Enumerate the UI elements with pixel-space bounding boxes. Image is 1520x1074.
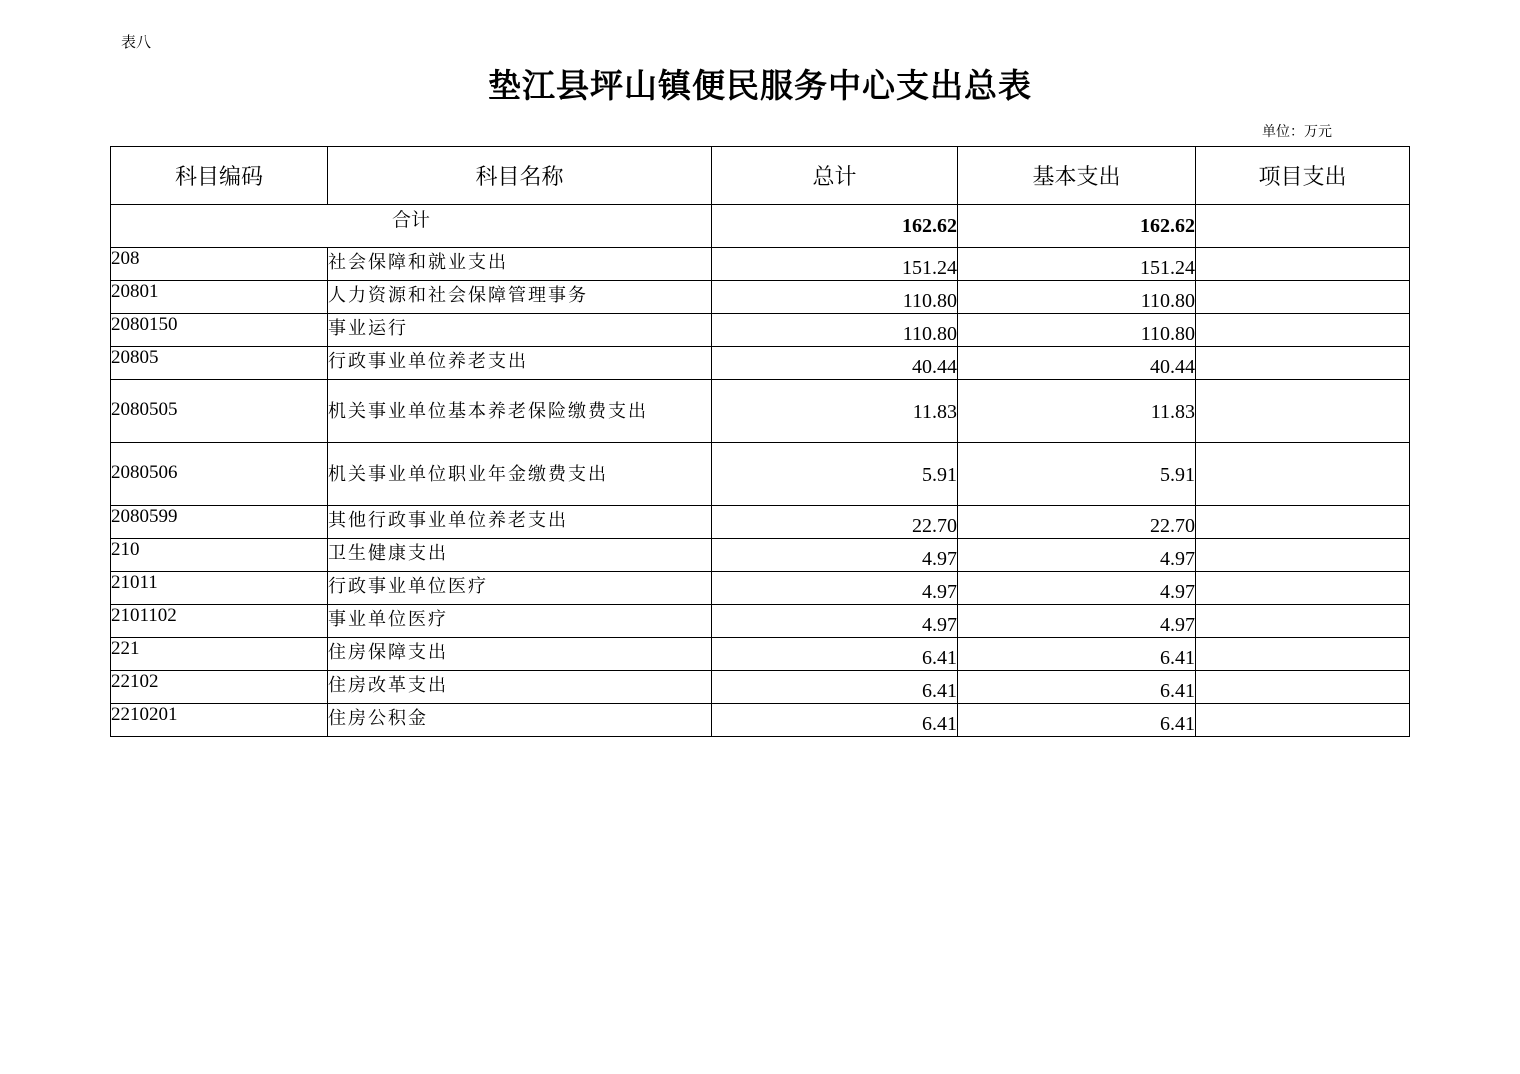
basic-cell: 151.24: [958, 248, 1196, 281]
page-title: 垫江县坪山镇便民服务中心支出总表: [488, 66, 1032, 105]
code-cell: 2101102: [111, 605, 328, 638]
code-cell: 2080506: [111, 443, 328, 506]
total-cell: 40.44: [712, 347, 958, 380]
column-header-basic: 基本支出: [958, 147, 1196, 205]
name-cell: 其他行政事业单位养老支出: [328, 506, 712, 539]
name-cell: 行政事业单位医疗: [328, 572, 712, 605]
code-cell: 221: [111, 638, 328, 671]
basic-cell: 4.97: [958, 572, 1196, 605]
project-cell: [1196, 248, 1410, 281]
basic-cell: 6.41: [958, 671, 1196, 704]
project-cell: [1196, 380, 1410, 443]
project-cell: [1196, 347, 1410, 380]
name-cell: 事业运行: [328, 314, 712, 347]
column-header-code: 科目编码: [111, 147, 328, 205]
table-number-label: 表八: [121, 33, 152, 51]
table-row: [111, 347, 1410, 380]
table-row: [111, 704, 1410, 737]
basic-cell: 4.97: [958, 539, 1196, 572]
project-cell: [1196, 704, 1410, 737]
project-cell: [1196, 506, 1410, 539]
name-cell: 卫生健康支出: [328, 539, 712, 572]
code-cell: 20805: [111, 347, 328, 380]
total-sum-cell: 162.62: [712, 205, 958, 248]
name-cell: 社会保障和就业支出: [328, 248, 712, 281]
basic-cell: 110.80: [958, 314, 1196, 347]
basic-cell: 6.41: [958, 638, 1196, 671]
code-cell: 2080505: [111, 380, 328, 443]
name-cell: 人力资源和社会保障管理事务: [328, 281, 712, 314]
table-row: [111, 443, 1410, 506]
basic-cell: 22.70: [958, 506, 1196, 539]
code-cell: 2080150: [111, 314, 328, 347]
code-cell: 21011: [111, 572, 328, 605]
table-row: [111, 572, 1410, 605]
total-basic-cell: 162.62: [958, 205, 1196, 248]
column-header-project: 项目支出: [1196, 147, 1410, 205]
name-cell: 机关事业单位职业年金缴费支出: [328, 443, 712, 506]
table-row: [111, 638, 1410, 671]
table-header-row: [111, 147, 1410, 205]
project-cell: [1196, 638, 1410, 671]
project-cell: [1196, 281, 1410, 314]
table-row: [111, 314, 1410, 347]
table-row: [111, 506, 1410, 539]
total-cell: 5.91: [712, 443, 958, 506]
basic-cell: 5.91: [958, 443, 1196, 506]
name-cell: 住房公积金: [328, 704, 712, 737]
project-cell: [1196, 572, 1410, 605]
name-cell: 事业单位医疗: [328, 605, 712, 638]
name-cell: 住房保障支出: [328, 638, 712, 671]
table-row: [111, 281, 1410, 314]
total-cell: 6.41: [712, 671, 958, 704]
code-cell: 210: [111, 539, 328, 572]
total-project-cell: [1196, 205, 1410, 248]
basic-cell: 40.44: [958, 347, 1196, 380]
total-row: [111, 205, 1410, 248]
project-cell: [1196, 605, 1410, 638]
total-cell: 22.70: [712, 506, 958, 539]
total-cell: 6.41: [712, 704, 958, 737]
total-cell: 4.97: [712, 572, 958, 605]
code-cell: 22102: [111, 671, 328, 704]
basic-cell: 110.80: [958, 281, 1196, 314]
column-header-name: 科目名称: [328, 147, 712, 205]
table-row: [111, 539, 1410, 572]
basic-cell: 6.41: [958, 704, 1196, 737]
table-row: [111, 671, 1410, 704]
table-row: [111, 605, 1410, 638]
expenditure-table: [110, 146, 1410, 737]
project-cell: [1196, 539, 1410, 572]
code-cell: 2210201: [111, 704, 328, 737]
name-cell: 住房改革支出: [328, 671, 712, 704]
basic-cell: 4.97: [958, 605, 1196, 638]
basic-cell: 11.83: [958, 380, 1196, 443]
column-header-total: 总计: [712, 147, 958, 205]
total-cell: 4.97: [712, 539, 958, 572]
table-row: [111, 380, 1410, 443]
total-cell: 151.24: [712, 248, 958, 281]
code-cell: 2080599: [111, 506, 328, 539]
code-cell: 208: [111, 248, 328, 281]
unit-label: 单位：万元: [1262, 124, 1332, 140]
project-cell: [1196, 443, 1410, 506]
name-cell: 行政事业单位养老支出: [328, 347, 712, 380]
code-cell: 20801: [111, 281, 328, 314]
total-label: 合计: [111, 205, 712, 248]
total-cell: 6.41: [712, 638, 958, 671]
total-cell: 110.80: [712, 281, 958, 314]
total-cell: 110.80: [712, 314, 958, 347]
project-cell: [1196, 314, 1410, 347]
table-row: [111, 248, 1410, 281]
total-cell: 4.97: [712, 605, 958, 638]
total-cell: 11.83: [712, 380, 958, 443]
name-cell: 机关事业单位基本养老保险缴费支出: [328, 380, 712, 443]
project-cell: [1196, 671, 1410, 704]
